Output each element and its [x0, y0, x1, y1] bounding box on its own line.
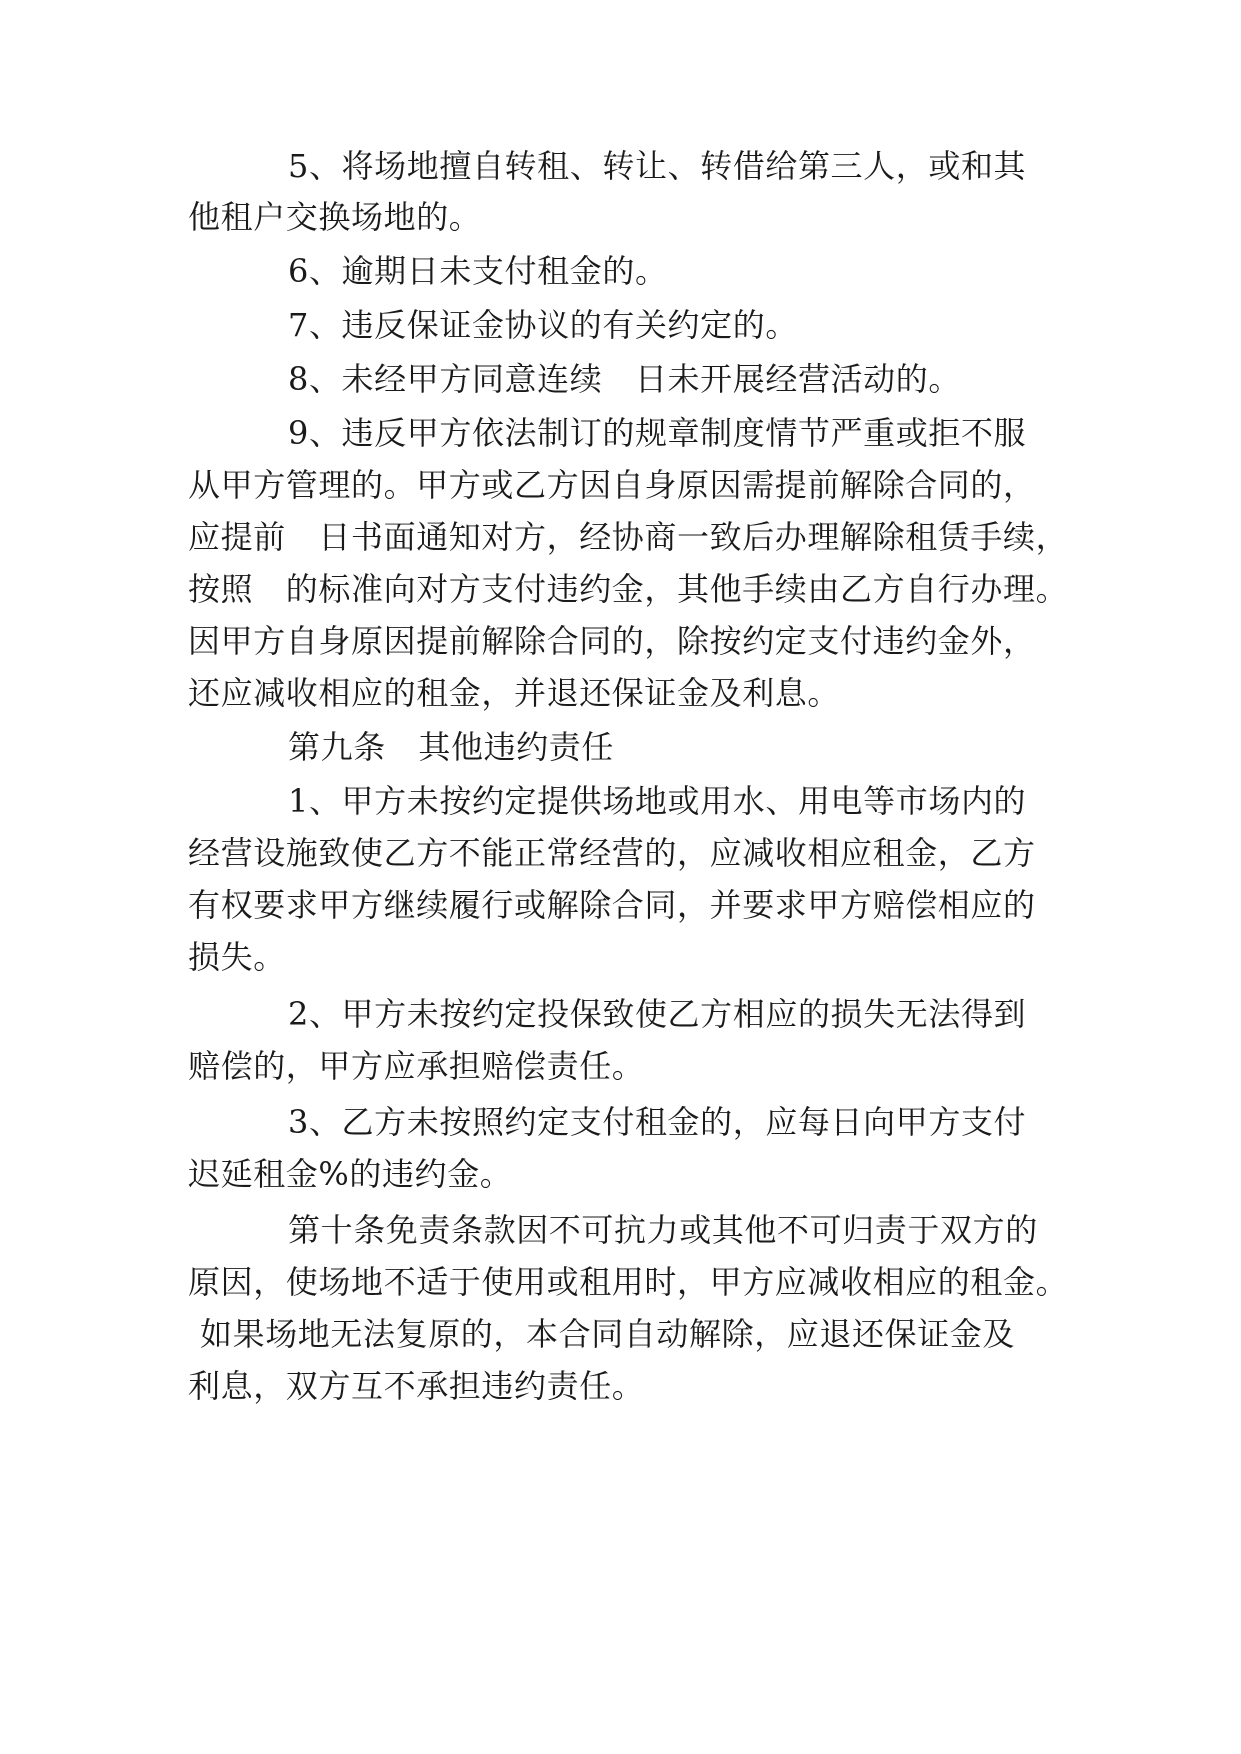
text-line: 3、乙方未按照约定支付租金的，应每日向甲方支付: [288, 1103, 1027, 1141]
text-line: 利息，双方互不承担违约责任。: [188, 1367, 645, 1405]
text-line: 因甲方自身原因提前解除合同的，除按约定支付违约金外，: [188, 622, 1036, 660]
text-line: 第十条免责条款因不可抗力或其他不可归责于双方的: [288, 1211, 1038, 1249]
text-line: 从甲方管理的。甲方或乙方因自身原因需提前解除合同的，: [188, 466, 1036, 504]
text-line: 赔偿的，甲方应承担赔偿责任。: [188, 1047, 645, 1085]
text-line: 如果场地无法复原的，本合同自动解除，应退还保证金及: [200, 1315, 1016, 1353]
text-line: 6、逾期日未支付租金的。: [288, 252, 668, 290]
text-line: 还应减收相应的租金，并退还保证金及利息。: [188, 674, 841, 712]
text-line: 他租户交换场地的。: [188, 198, 482, 236]
text-line: 2、甲方未按约定投保致使乙方相应的损失无法得到: [288, 995, 1027, 1033]
text-line: 9、违反甲方依法制订的规章制度情节严重或拒不服: [288, 414, 1027, 452]
text-line: 应提前 日书面通知对方，经协商一致后办理解除租赁手续，: [188, 518, 1069, 556]
section-heading: 第九条 其他违约责任: [288, 728, 615, 766]
text-line: 1、甲方未按约定提供场地或用水、用电等市场内的: [288, 782, 1027, 820]
text-line: 7、违反保证金协议的有关约定的。: [288, 306, 798, 344]
text-line: 迟延租金%的违约金。: [188, 1155, 513, 1193]
text-line: 有权要求甲方继续履行或解除合同，并要求甲方赔偿相应的: [188, 886, 1036, 924]
text-line: 原因，使场地不适于使用或租用时，甲方应减收相应的租金。: [188, 1263, 1069, 1301]
text-line: 按照 的标准向对方支付违约金，其他手续由乙方自行办理。: [188, 570, 1069, 608]
text-line: 经营设施致使乙方不能正常经营的，应减收相应租金，乙方: [188, 834, 1036, 872]
text-line: 5、将场地擅自转租、转让、转借给第三人，或和其: [288, 147, 1027, 185]
text-line: 损失。: [188, 938, 286, 976]
text-line: 8、未经甲方同意连续 日未开展经营活动的。: [288, 360, 961, 398]
